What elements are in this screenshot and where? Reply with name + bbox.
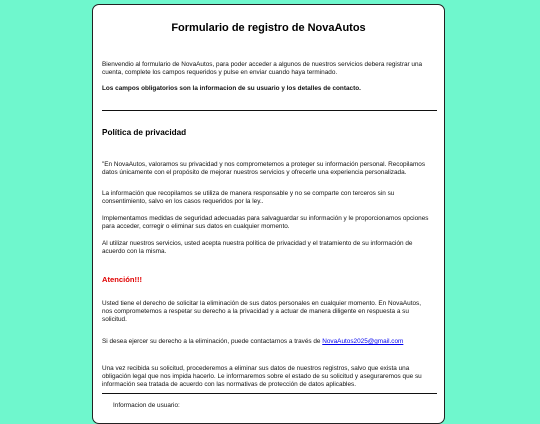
privacy-paragraph: "En NovaAutos, valoramos su privacidad y nos comprometemos a proteger su información personal. Recopilamos datos únicamente con el propósito de mejorar nuestros servicios y ofrecerle una experiencia personalizada. [102,161,426,176]
section-divider [102,110,437,111]
intro-text: Bienvendio al formulario de NovaAutos, para poder acceder a algunos de nuestros servicios debera registrar una cuenta, complete los campos requeridos y pulse en enviar cuando haya terminado. [102,61,423,76]
privacy-heading: Política de privacidad [102,128,187,137]
deletion-process-text: Una vez recibida su solicitud, procederemos a eliminar sus datos de nuestros registros, salvo que exista una obligación legal que nos impida hacerlo. Le informaremos sobre el estado de su solicitud y aseguraremos que su información sea tratada de acuerdo con las normativas de protección de datos aplicables. [102,365,422,388]
contact-text-prefix: Si desea ejercer su derecho a la eliminación, puede contactarnos a través de [102,338,323,345]
page-title: Formulario de registro de NovaAutos [171,22,366,34]
user-info-legend: Informacion de usuario: [113,402,180,409]
section-divider [102,393,437,394]
registration-form-card [92,4,445,424]
privacy-paragraph: Al utilizar nuestros servicios, usted acepta nuestra política de privacidad y el tratamiento de su información de acuerdo con la misma. [102,240,413,255]
deletion-rights-text: Usted tiene el derecho de solicitar la eliminación de sus datos personales en cualquier momento. En NovaAutos, nos comprometemos a respetar su derecho a la privacidad y a actuar de manera diligente en respuesta a su solicitud. [102,300,422,323]
privacy-paragraph: La información que recopilamos se utiliza de manera responsable y no se comparte con terceros sin su consentimiento, salvo en los casos requeridos por la ley.. [102,190,395,205]
contact-email-link[interactable]: NovaAutos2025@gmail.com [322,338,404,345]
contact-text [102,338,432,346]
required-fields-note: Los campos obligatorios son la informacion de su usuario y los detalles de contacto. [102,85,361,92]
attention-heading: Atención!!! [102,275,143,284]
privacy-paragraph: Implementamos medidas de seguridad adecuadas para salvaguardar su información y le proporcionamos opciones para acceder, corregir o eliminar sus datos en cualquier momento. [102,215,429,230]
